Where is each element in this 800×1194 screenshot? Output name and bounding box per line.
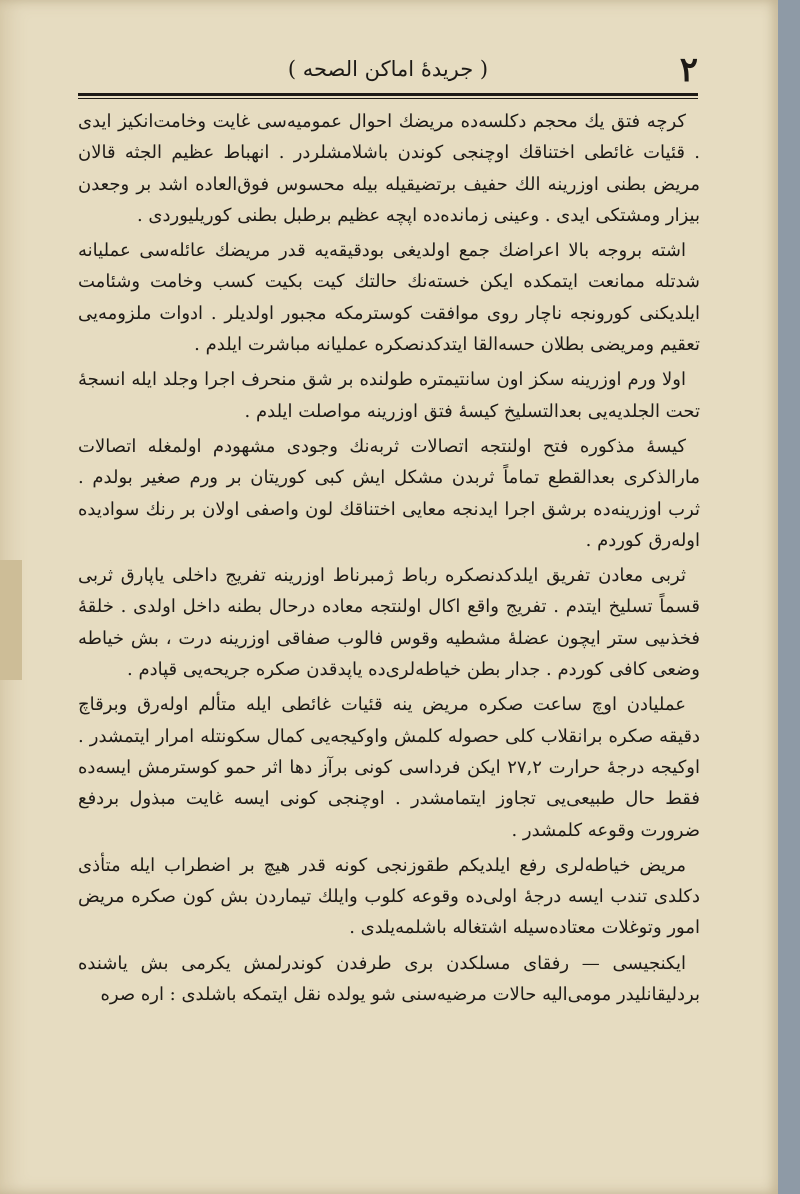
article-body <box>78 106 700 1014</box>
paragraph-8: ايكنجيسى — رفقاى مسلكدن برى طرفدن كوندرلمش يكرمى بش ياشنده بردليقانليدر مومى‌اليه حالات مرضيه‌سنى شو يولده نقل ايتمكه باشلدى : اره صره <box>78 952 700 1006</box>
header-rule-thin <box>78 98 698 99</box>
page-edge-stain <box>0 560 22 680</box>
paragraph-3: اولا ورم اوزرينه سكز اون سانتيمتره طولنده بر شق منحرف اجرا وجلد ايله انسجهٔ تحت الجلديه‌يى بعدالتسليخ كيسهٔ فتق اوزرينه مواصلت ايلدم . <box>78 369 700 422</box>
journal-title: ( جريدهٔ اماكن الصحه ) <box>287 57 489 81</box>
paragraph-1: كرچه فتق يك محجم دكلسه‌ده مريضك احوال عموميه‌سى غايت وخامت‌انكيز ايدى . قئيات غائطى اختناقك اوچنجى كوندن باشلامشلردر . انهباط عظيم الجثه قالان مريض بطنى اوزرينه الك حفيف برتضيقيله بيله محسوس فوق‌العاده اشد بر وجعدن بيزار ومشتكى ايدى . وعينى زمانده‌ده اپچه عظيم برطبل بطنى كوريليوردى . <box>78 111 700 226</box>
page-number: ٢ <box>679 50 698 90</box>
paragraph-5: ثربى معادن تفريق ايلدكدنصكره رباط ژمبرناط اوزرينه تفريج داخلى ياپارق ثربى قسماً تسليخ ايتدم . تفريج واقع اكال اولنتجه معاده درحال بطنه داخل اولدى . خلقهٔ فخذىيى ستر ايچون عضلهٔ مشطيه وقوس فالوب صفاقى اوزرينه درت ، بش خياطه وضعى كافى كوردم . جدار بطن خياطه‌لرى‌ده ياپدقدن صكره جريحه‌يى قپادم . <box>78 565 700 681</box>
page-header <box>78 50 698 90</box>
paragraph-6: عمليادن اوچ ساعت صكره مريض ينه قئيات غائطى ايله متألم اوله‌رق وبرقاچ دقيقه صكره برانقلاب كلى حصوله كلمش واوكيجه‌يى كمال سكونتله امرار ايتمشدر . اوكيجه درجهٔ حرارت ٢٧,٢ ايكن فرداسى كونى برآز دها اثر حمو كوسترمش ايسه‌ده فقط حال طبيعى‌يى تجاوز ايتمامشدر . اوچنجى كونى ايسه غايت مبذول بردفع ضرورت وقوعه كلمشدر . <box>78 694 700 841</box>
paragraph-4: كيسهٔ مذكوره فتح اولنتجه اتصالات ثربه‌نك وجودى مشهودم اولمغله اتصالات مارالذكرى بعدالقطع تماماً ثربدن مشكل ايش كبى كوريتان بر ورم صغير بولدم . ثرب اوزرينه‌ده برشق اجرا ايدنجه معايى اختناقك لون واصفى اولان بر رنك سواديده اوله‌رق كوردم . <box>78 435 700 551</box>
header-rule-thick <box>78 93 698 96</box>
paragraph-7: مريض خياطه‌لرى رفع ايلديكم طقوزنجى كونه قدر هيچ بر اضطراب ايله متأذى دكلدى تندب ايسه درجهٔ اولى‌ده وقوعه كلوب وايلك تيماردن بش كون صكره مريض امور وتوغلات معتاده‌سيله اشتغاله باشلمه‌يلدى . <box>78 854 700 939</box>
paragraph-2: اشته بروجه بالا اعراضك جمع اولديغى بودقيقه‌يه قدر مريضك عائله‌سى عمليانه شدتله ممانعت ايتمكده ايكن خسته‌نك حالتك كيت بكيت كسب وخامت وشئامت ايلديكنى كورونجه ناچار روى موافقت كوسترمكه مجبور اولديلر . ادوات ملزومه‌يى تعقيم ومريضى بطلان حسه‌القا ايتدكدنصكره عمليانه مباشرت ايلدم . <box>78 240 700 356</box>
